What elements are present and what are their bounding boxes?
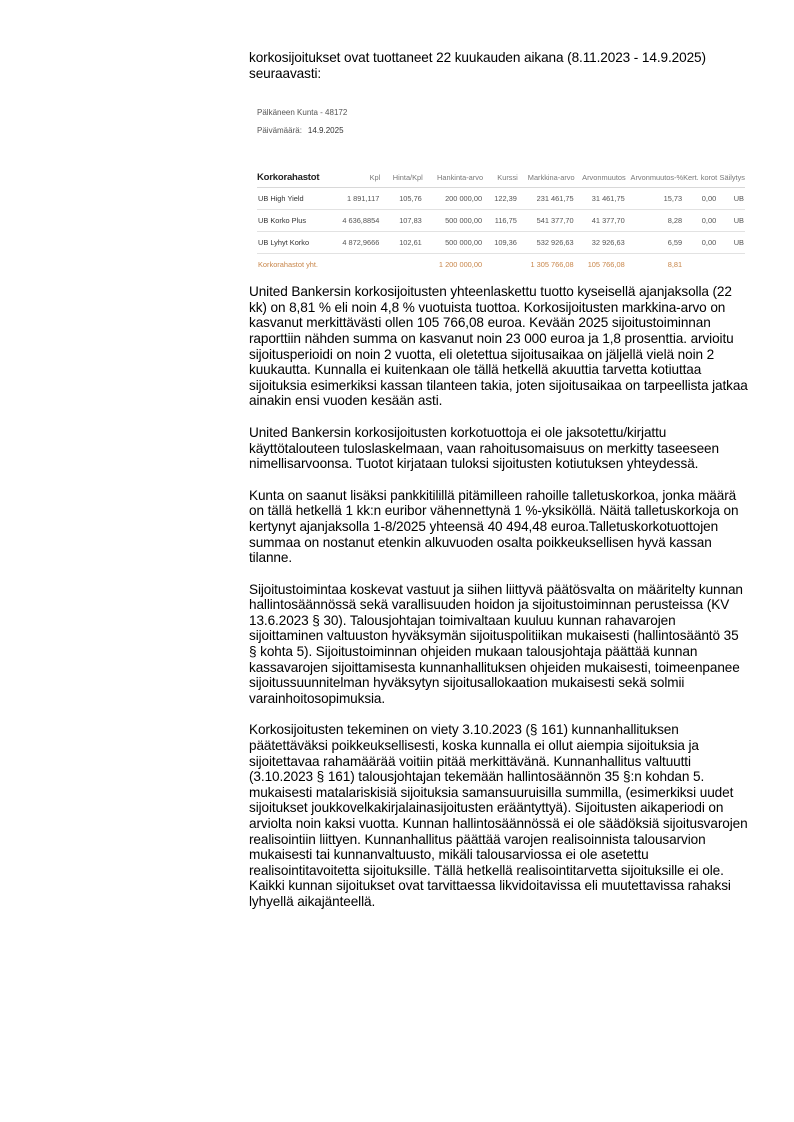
table-header-row bbox=[257, 167, 745, 188]
total-label: Korkorahastot yht. bbox=[258, 260, 318, 270]
cell: 122,39 bbox=[483, 188, 518, 210]
fund-table bbox=[257, 167, 745, 275]
intro-paragraph: korkosijoitukset ovat tuottaneet 22 kuukauden aikana (8.11.2023 - 14.9.2025) seuraavasti: bbox=[249, 50, 706, 81]
cell: UB bbox=[717, 188, 745, 210]
cell: 4 872,9666 bbox=[333, 232, 380, 254]
total-value-change-pct: 8,81 bbox=[667, 260, 683, 270]
cell bbox=[380, 254, 422, 276]
fund-report-image bbox=[257, 102, 757, 270]
cell: 0,00 bbox=[683, 188, 717, 210]
table-row bbox=[257, 210, 745, 232]
col-header: Arvonmuutos bbox=[575, 167, 626, 188]
cell: 1 891,117 bbox=[333, 188, 380, 210]
cell: 532 926,63 bbox=[518, 232, 575, 254]
col-header: Hinta/Kpl bbox=[380, 167, 422, 188]
cell: 102,61 bbox=[380, 232, 422, 254]
cell: 31 461,75 bbox=[575, 188, 626, 210]
col-header: Markkina-arvo bbox=[518, 167, 575, 188]
col-header: Arvonmuutos-% bbox=[626, 167, 683, 188]
cell: 107,83 bbox=[380, 210, 422, 232]
table-total-row bbox=[257, 254, 745, 276]
cell: 15,73 bbox=[626, 188, 683, 210]
report-date-label: Päivämäärä: bbox=[257, 126, 302, 136]
cell: 116,75 bbox=[483, 210, 518, 232]
cell bbox=[717, 254, 745, 276]
cell: 0,00 bbox=[683, 232, 717, 254]
fund-name: UB Korko Plus bbox=[257, 210, 333, 232]
col-header: Kpl bbox=[333, 167, 380, 188]
cell bbox=[483, 254, 518, 276]
fund-name: UB High Yield bbox=[257, 188, 333, 210]
cell: 500 000,00 bbox=[423, 210, 483, 232]
cell: 105,76 bbox=[380, 188, 422, 210]
report-client: Pälkäneen Kunta - 48172 bbox=[257, 108, 348, 118]
total-market-value: 1 305 766,08 bbox=[530, 260, 574, 270]
table-row bbox=[257, 188, 745, 210]
cell: 6,59 bbox=[626, 232, 683, 254]
total-acquisition: 1 200 000,00 bbox=[438, 260, 483, 270]
paragraph-responsibilities: Sijoitustoimintaa koskevat vastuut ja siihen liittyvä päätösvalta on määritelty kunnan hallintosäännössä sekä varallisuuden hoidon ja sijoitustoiminnan perusteissa (KV 13.6.2023 § 30). Talousjohtajan toimivaltaan kuuluu kunnan rahavarojen sijoittaminen valtuuston hyväksymän sijoituspolitiikan mukaisesti (hallintosääntö 35 § kohta 5). Sijoitustoiminnan ohjeiden mukaan talousjohtaja päättää kunnan kassavarojen sijoittamisesta kunnanhallituksen ohjeiden mukaisesti, toimeenpanee sijoitussuunnitelman hyväksytyn sijoitusallokaation mukaisesti sekä solmii varainhoitosopimuksia. bbox=[249, 581, 743, 706]
cell: 541 377,70 bbox=[518, 210, 575, 232]
cell: 109,36 bbox=[483, 232, 518, 254]
cell: 41 377,70 bbox=[575, 210, 626, 232]
col-header: Hankinta-arvo bbox=[423, 167, 483, 188]
report-date bbox=[257, 126, 344, 136]
cell: 4 636,8854 bbox=[333, 210, 380, 232]
cell bbox=[683, 254, 717, 276]
cell: 32 926,63 bbox=[575, 232, 626, 254]
cell: 231 461,75 bbox=[518, 188, 575, 210]
document-page bbox=[249, 50, 749, 910]
cell: 500 000,00 bbox=[423, 232, 483, 254]
fund-name: UB Lyhyt Korko bbox=[257, 232, 333, 254]
cell: UB bbox=[717, 232, 745, 254]
total-value-change: 105 766,08 bbox=[587, 260, 625, 270]
col-header: Kurssi bbox=[483, 167, 518, 188]
cell: 0,00 bbox=[683, 210, 717, 232]
table-row bbox=[257, 232, 745, 254]
paragraph-returns: United Bankersin korkosijoitusten yhteenlaskettu tuotto kyseisellä ajanjaksolla (22 kk) on 8,81 % eli noin 4,8 % vuotuista tuottoa. Korkosijoitusten markkina-arvo on kasvanut merkittävästi ollen 105 766,08 euroa. Kevään 2025 sijoitustoiminnan raporttiin nähden summa on kasvanut noin 23 000 euroa ja 1,8 prosenttia. arvioitu sijoitusperioidi on noin 2 vuotta, eli oletettua sijoitusaikaa on jäljellä vielä noin 2 kuukautta. Kunnalla ei kuitenkaan ole tällä hetkellä akuuttia tarvetta kotiuttaa sijoituksia esimerkiksi kassan tilanteen takia, joten sijoitusaikaa on tarpeellista jatkaa ainakin ensi vuoden kesään asti. bbox=[249, 284, 748, 409]
cell: 200 000,00 bbox=[423, 188, 483, 210]
col-header: Säilytys bbox=[717, 167, 745, 188]
paragraph-accounting: United Bankersin korkosijoitusten korkotuottoja ei ole jaksotettu/kirjattu käyttötalouteen tuloslaskelmaan, vaan rahoitusomaisuus on merkitty taseeseen nimellisarvoonsa. Tuotot kirjataan tuloksi sijoitusten kotiutuksen yhteydessä. bbox=[249, 424, 719, 472]
cell bbox=[333, 254, 380, 276]
col-header: Kert. korot bbox=[683, 167, 717, 188]
paragraph-decisions: Korkosijoitusten tekeminen on viety 3.10.2023 (§ 161) kunnanhallituksen päätettäväksi poikkeuksellisesti, koska kunnalla ei ollut aiempia sijoituksia ja sijoitettavaa rahamäärää voitiin pitää merkittävänä. Kunnanhallitus valtuutti (3.10.2023 § 161) talousjohtajan tekemään hallintosäännön 35 §:n kohdan 5. mukaisesti matalariskisiä sijoituksia samansuuruisilla summilla, (esimerkiksi uudet sijoitukset joukkovelkakirjalainasijoitusten erääntyttyä). Sijoitusten aikaperiodi on arviolta noin kaksi vuotta. Kunnan hallintosäännössä ei ole säädöksiä sijoitusvarojen realisointiin liittyen. Kunnanhallitus päättää varojen realisoinnista talousarvion mukaisesti tai kunnanvaltuusto, mikäli talousarviossa ei ole asetettu realisointitavoitetta sijoituksille. Tällä hetkellä realisointitarvetta sijoituksille ei ole. Kaikki kunnan sijoitukset ovat tarvittaessa likvidoitavissa eli muutettavissa rahaksi lyhyellä aikajänteellä. bbox=[249, 722, 748, 909]
paragraph-deposit-interest: Kunta on saanut lisäksi pankkitilillä pitämilleen rahoille talletuskorkoa, jonka määrä on tällä hetkellä 1 kk:n euribor vähennettynä 1 %-yksiköllä. Näitä talletuskorkoja on kertynyt ajanjaksolla 1-8/2025 yhteensä 40 494,48 euroa.Talletuskorkotuottojen summaa on nostanut etenkin alkuvuoden osalta poikkeuksellisen hyvä kassan tilanne. bbox=[249, 487, 739, 566]
cell: 8,28 bbox=[626, 210, 683, 232]
col-header: Korkorahastot bbox=[257, 167, 333, 188]
report-date-value: 14.9.2025 bbox=[307, 126, 344, 136]
cell: UB bbox=[717, 210, 745, 232]
